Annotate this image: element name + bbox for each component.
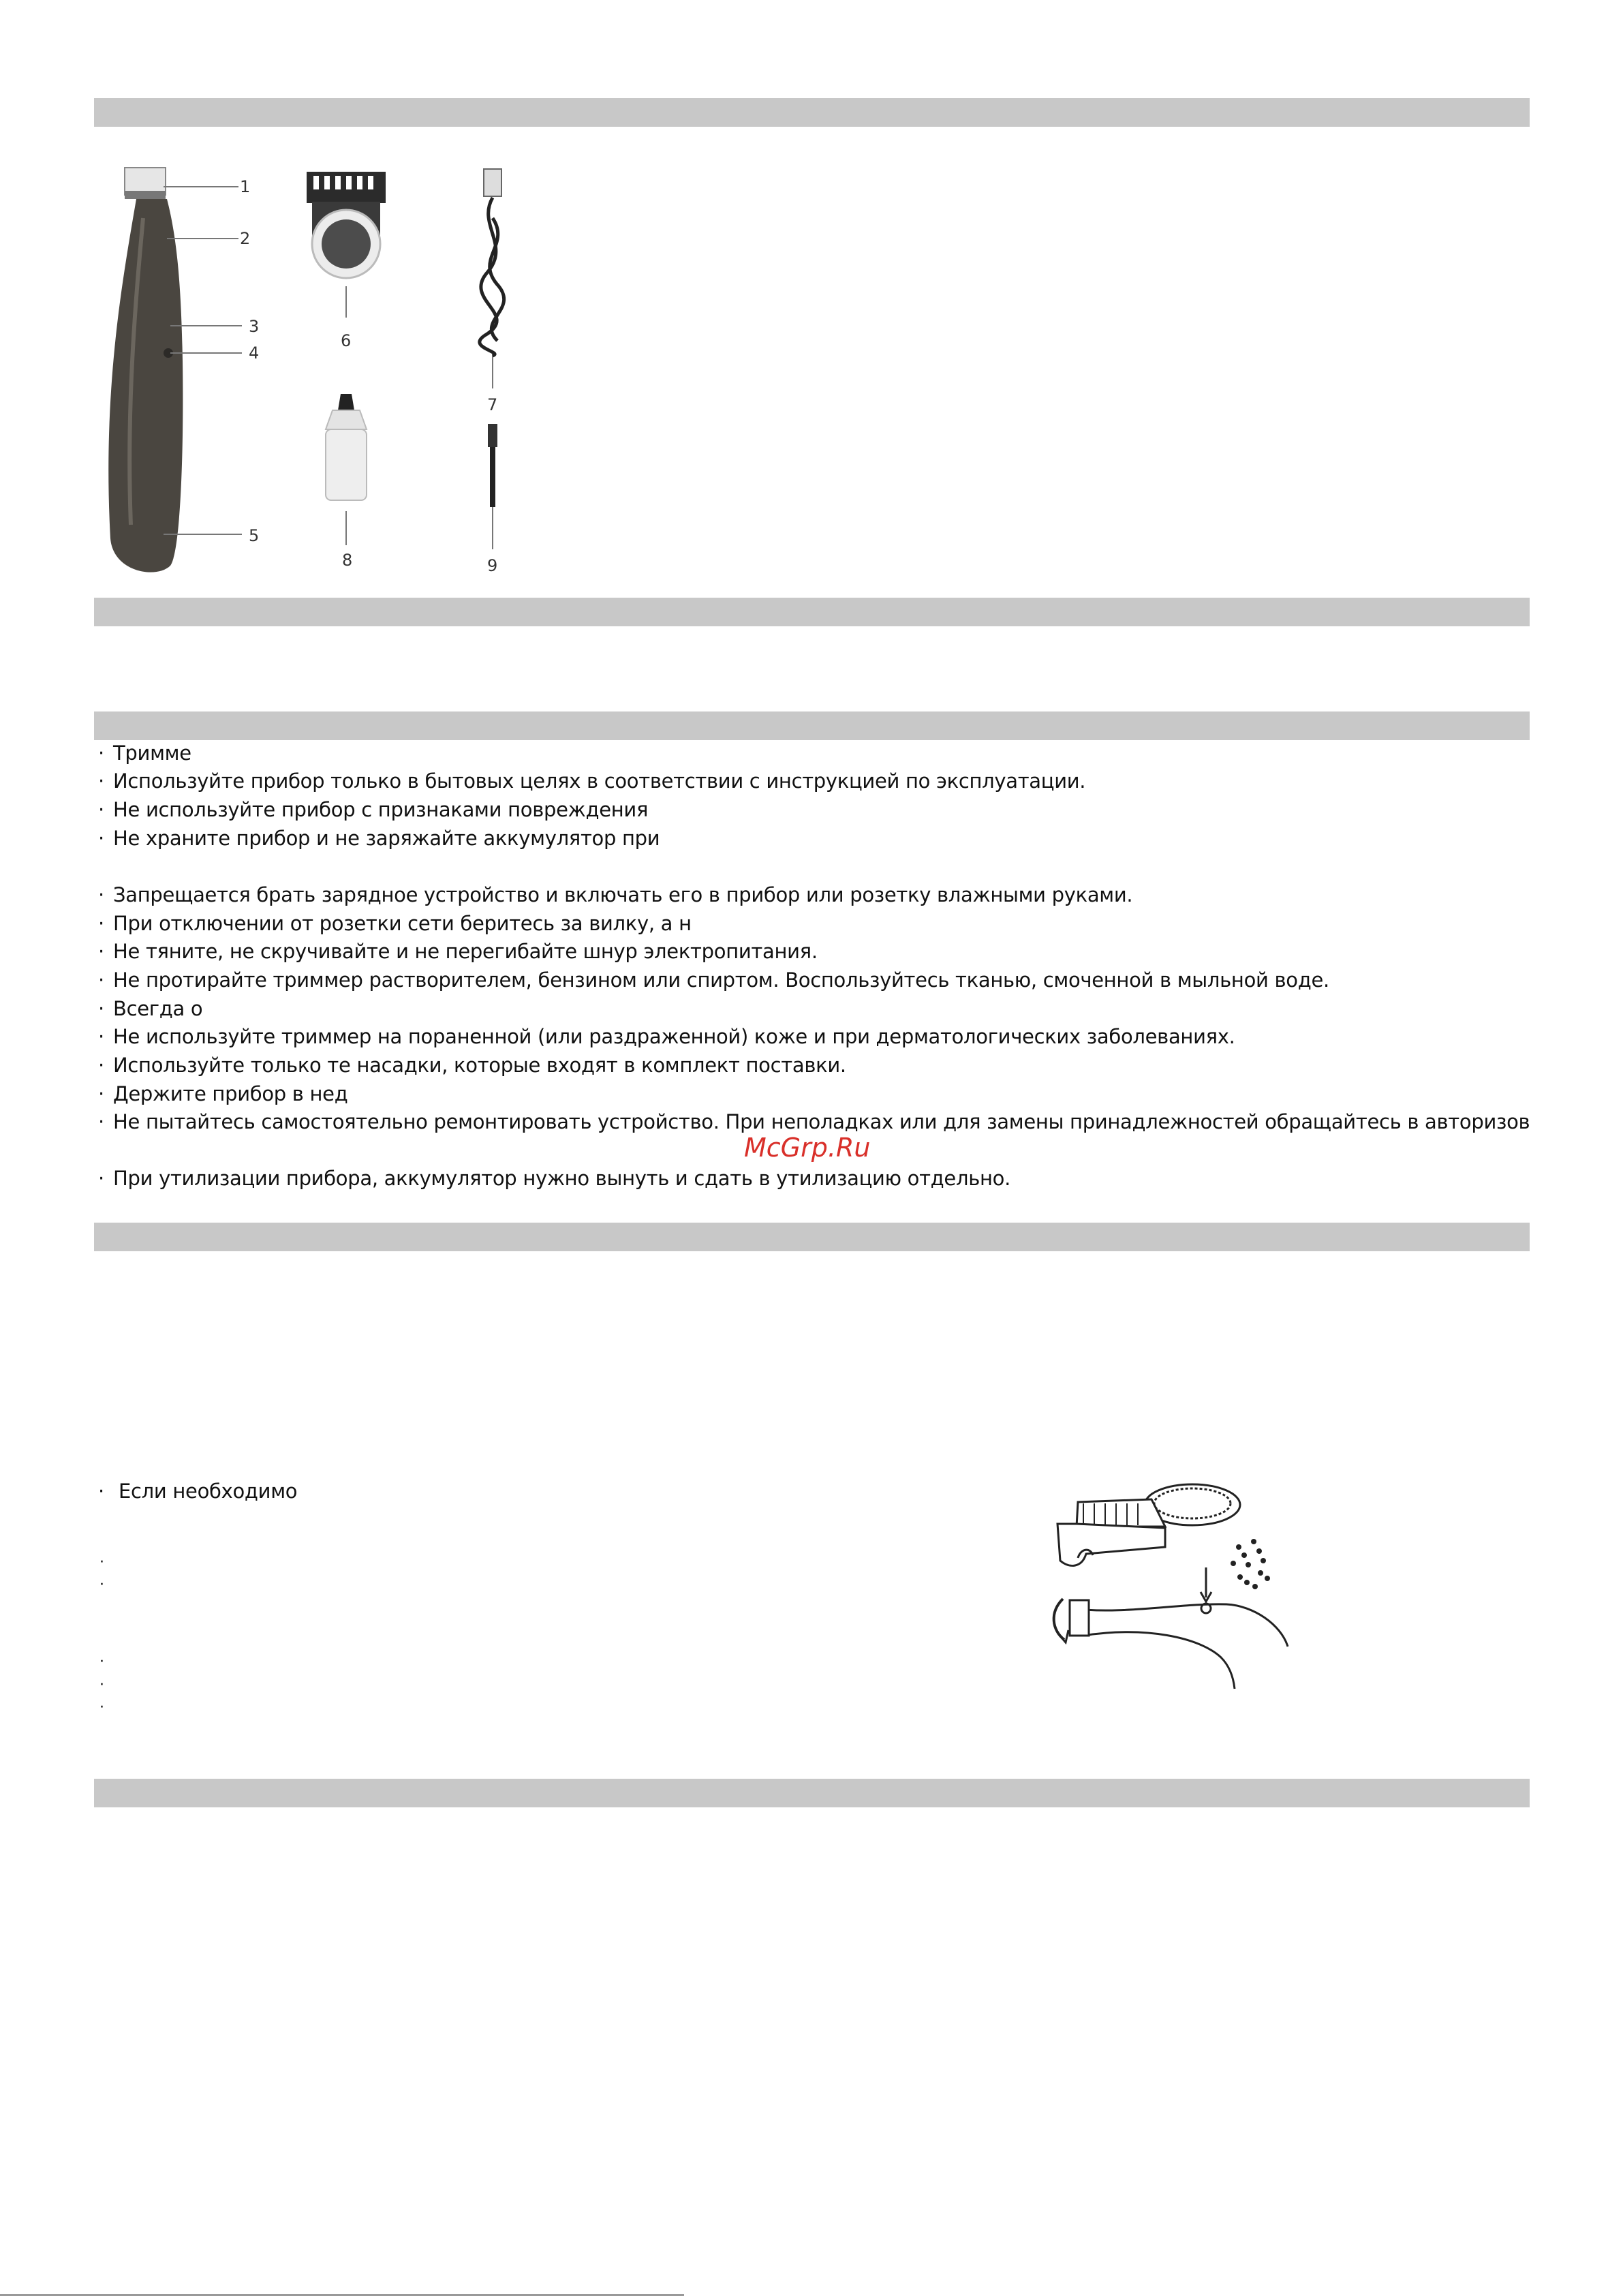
bullet: ·	[98, 1480, 104, 1503]
figure-label-1: 1	[240, 177, 251, 196]
section-header-bar-maintenance	[94, 1779, 1530, 1807]
safety-item	[98, 826, 660, 851]
safety-item	[98, 883, 1132, 907]
usage-item	[98, 1479, 297, 1503]
safety-item	[98, 911, 692, 936]
safety-item-text: Не используйте триммер на пораненной (или раздраженной) коже и при дерматологических заболеваниях.	[113, 1025, 1235, 1048]
bullet: ·	[98, 940, 104, 963]
usage-item-text: Если необходимо	[119, 1480, 298, 1503]
bullet: ·	[98, 1025, 104, 1048]
safety-item	[98, 1166, 1010, 1191]
safety-item	[98, 1109, 1530, 1134]
watermark-text: McGrp.Ru	[744, 1133, 871, 1163]
safety-item-text: Тримме	[113, 741, 191, 765]
figure-label-4: 4	[249, 343, 260, 363]
safety-item-text: Не протирайте триммер растворителем, бензином или спиртом. Воспользуйтесь тканью, смоченной в мыльной воде.	[113, 968, 1329, 992]
oil-bottle-image	[326, 394, 367, 500]
safety-item-text: Используйте только те насадки, которые входят в комплект поставки.	[113, 1054, 846, 1077]
safety-item	[98, 939, 818, 964]
bullet: ·	[98, 968, 104, 992]
figure-label-3: 3	[249, 317, 260, 336]
cleaning-brush-image	[488, 424, 497, 507]
figure-label-7: 7	[487, 395, 498, 414]
trimmer-body-image	[108, 168, 183, 572]
figure-label-9: 9	[487, 556, 498, 575]
bullet: ·	[98, 1082, 104, 1105]
bullet: ·	[98, 883, 104, 906]
safety-item-text: Запрещается брать зарядное устройство и включать его в прибор или розетку влажными руками.	[113, 883, 1133, 906]
bullet: ·	[98, 769, 104, 793]
empty-bullet: ·	[99, 1699, 104, 1716]
safety-item-text: При отключении от розетки сети беритесь за вилку, а н	[113, 912, 692, 935]
bullet: ·	[98, 827, 104, 850]
safety-item	[98, 797, 648, 822]
figure-label-2: 2	[240, 229, 251, 248]
comb-attachment-image	[307, 172, 386, 278]
safety-item	[98, 769, 1085, 793]
bullet: ·	[98, 912, 104, 935]
safety-item-text: Держите прибор в нед	[113, 1082, 348, 1105]
attachment-removal-illustration	[1042, 1479, 1295, 1697]
safety-item	[98, 1053, 846, 1077]
bullet: ·	[98, 1110, 104, 1133]
safety-item-text: При утилизации прибора, аккумулятор нужно вынуть и сдать в утилизацию отдельно.	[113, 1167, 1011, 1190]
safety-item	[98, 1082, 347, 1106]
safety-item-text: Не храните прибор и не заряжайте аккумулятор при	[113, 827, 660, 850]
bullet: ·	[98, 798, 104, 821]
bullet: ·	[98, 1167, 104, 1190]
section-header-bar-intro	[94, 598, 1530, 626]
section-header-bar-components	[94, 98, 1530, 127]
bullet: ·	[98, 997, 104, 1020]
safety-item	[98, 741, 191, 765]
figure-label-6: 6	[341, 331, 352, 350]
safety-item-text: Не тяните, не скручивайте и не перегибайте шнур электропитания.	[113, 940, 818, 963]
safety-item-text: Не используйте прибор с признаками повреждения	[113, 798, 649, 821]
empty-bullet: ·	[99, 1677, 104, 1694]
safety-item	[98, 968, 1329, 992]
section-header-bar-usage	[94, 1223, 1530, 1251]
figure-label-5: 5	[249, 526, 260, 545]
empty-bullet: ·	[99, 1554, 104, 1571]
empty-bullet: ·	[99, 1576, 104, 1593]
safety-item	[98, 996, 202, 1021]
bullet: ·	[98, 1054, 104, 1077]
safety-item	[98, 1024, 1235, 1049]
section-header-bar-safety	[94, 711, 1530, 740]
safety-item-text: Используйте прибор только в бытовых целях в соответствии с инструкцией по эксплуатации.	[113, 769, 1086, 793]
components-figure	[95, 157, 559, 586]
figure-label-8: 8	[342, 551, 353, 570]
safety-item-text: Не пытайтесь самостоятельно ремонтировать устройство. При неполадках или для замены принадлежностей обращайтесь в авторизов	[113, 1110, 1530, 1133]
empty-bullet: ·	[99, 1653, 104, 1670]
usb-cable-image	[480, 169, 504, 356]
safety-item-text: Всегда о	[113, 997, 203, 1020]
bullet: ·	[98, 741, 104, 765]
